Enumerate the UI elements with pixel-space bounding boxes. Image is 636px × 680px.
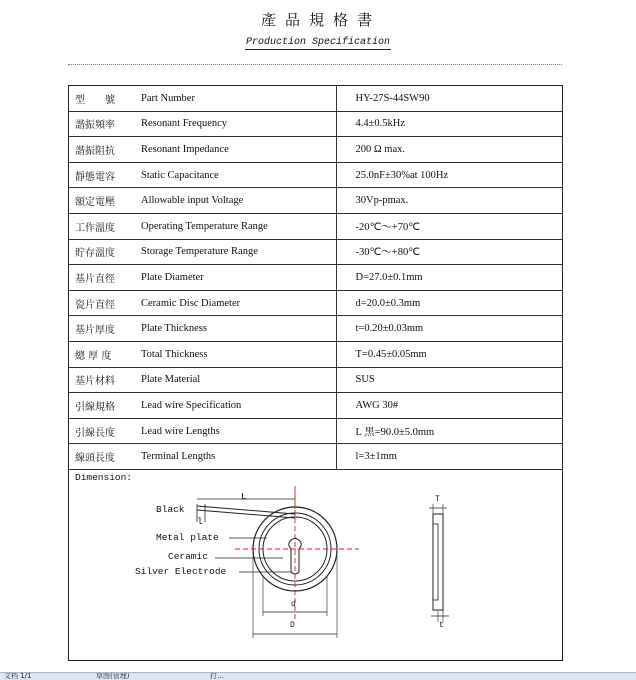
spec-label-en: Plate Diameter (135, 265, 336, 291)
spec-value: 30Vp-pmax. (336, 188, 562, 214)
spec-label-en: Plate Material (135, 367, 336, 393)
spec-sheet (68, 85, 563, 661)
spec-value: D=27.0±0.1mm (336, 265, 562, 291)
spec-label-en: Ceramic Disc Diameter (135, 290, 336, 316)
side-view-ceramic (433, 524, 438, 600)
spec-label-zh: 引線長度 (69, 418, 135, 444)
spec-label-zh: 型 號 (69, 86, 135, 111)
spec-label-en: Total Thickness (135, 341, 336, 367)
spec-label-zh: 工作溫度 (69, 213, 135, 239)
document-subtitle (0, 37, 636, 50)
spec-label-en: Lead wire Lengths (135, 418, 336, 444)
ceramic-label: Ceramic (168, 551, 208, 562)
spec-label-zh: 貯存溫度 (69, 239, 135, 265)
spec-label-zh: 諧振阻抗 (69, 137, 135, 163)
spec-value: l=3±1mm (336, 444, 562, 470)
spec-label-zh: 靜態電容 (69, 162, 135, 188)
d-dimension-label: d (291, 600, 296, 609)
spec-label-en: Static Capacitance (135, 162, 336, 188)
dimension-heading: Dimension: (75, 472, 133, 483)
spec-label-zh: 額定電壓 (69, 188, 135, 214)
black-wire-label: Black (156, 504, 185, 515)
spec-value: T=0.45±0.05mm (336, 341, 562, 367)
spec-value: HY-27S-44SW90 (336, 86, 562, 111)
taskbar-item[interactable]: 文档 1/1 (4, 673, 32, 680)
silver-electrode-label: Silver Electrode (135, 566, 227, 577)
spec-label-en: Plate Thickness (135, 316, 336, 342)
spec-value: -30℃～+80℃ (336, 239, 562, 265)
top-divider (68, 64, 562, 65)
spec-label-en: Lead wire Specification (135, 393, 336, 419)
spec-label-zh: 基片材料 (69, 367, 135, 393)
lead-wire-bottom (197, 510, 295, 518)
terminal-length-label: l (197, 516, 203, 527)
spec-label-en: Storage Temperature Range (135, 239, 336, 265)
spec-label-en: Operating Temperature Range (135, 213, 336, 239)
document-title: 產品規格書 (260, 11, 381, 29)
spec-label-zh: 諧振頻率 (69, 111, 135, 137)
lead-length-label: L (241, 491, 247, 502)
spec-value: L 黑=90.0±5.0mm (336, 418, 562, 444)
spec-value: AWG 30# (336, 393, 562, 419)
t-dimension-label: t (439, 621, 444, 630)
taskbar-item[interactable]: 打… (210, 673, 224, 680)
spec-label-zh: 總 厚 度 (69, 341, 135, 367)
spec-label-zh: 基片厚度 (69, 316, 135, 342)
T-dimension-label: T (435, 495, 440, 504)
spec-value: t=0.20±0.03mm (336, 316, 562, 342)
spec-label-en: Resonant Impedance (135, 137, 336, 163)
spec-value: -20℃～+70℃ (336, 213, 562, 239)
spec-value: SUS (336, 367, 562, 393)
spec-label-en: Resonant Frequency (135, 111, 336, 137)
spec-label-zh: 瓷片直徑 (69, 290, 135, 316)
spec-label-zh: 線頭長度 (69, 444, 135, 470)
spec-label-en: Part Number (135, 86, 336, 111)
spec-value: 4.4±0.5kHz (336, 111, 562, 137)
subtitle-text: Production Specification (245, 37, 391, 48)
spec-label-en: Allowable input Voltage (135, 188, 336, 214)
spec-label-en: Terminal Lengths (135, 444, 336, 470)
spec-value: 25.0nF±30%at 100Hz (336, 162, 562, 188)
taskbar-item[interactable]: 草图(管理) (96, 673, 130, 680)
spec-label-zh: 引線規格 (69, 393, 135, 419)
metal-plate-label: Metal plate (156, 532, 219, 543)
D-dimension-label: D (290, 621, 295, 630)
spec-label-zh: 基片直徑 (69, 265, 135, 291)
spec-value: 200 Ω max. (336, 137, 562, 163)
spec-value: d=20.0±0.3mm (336, 290, 562, 316)
